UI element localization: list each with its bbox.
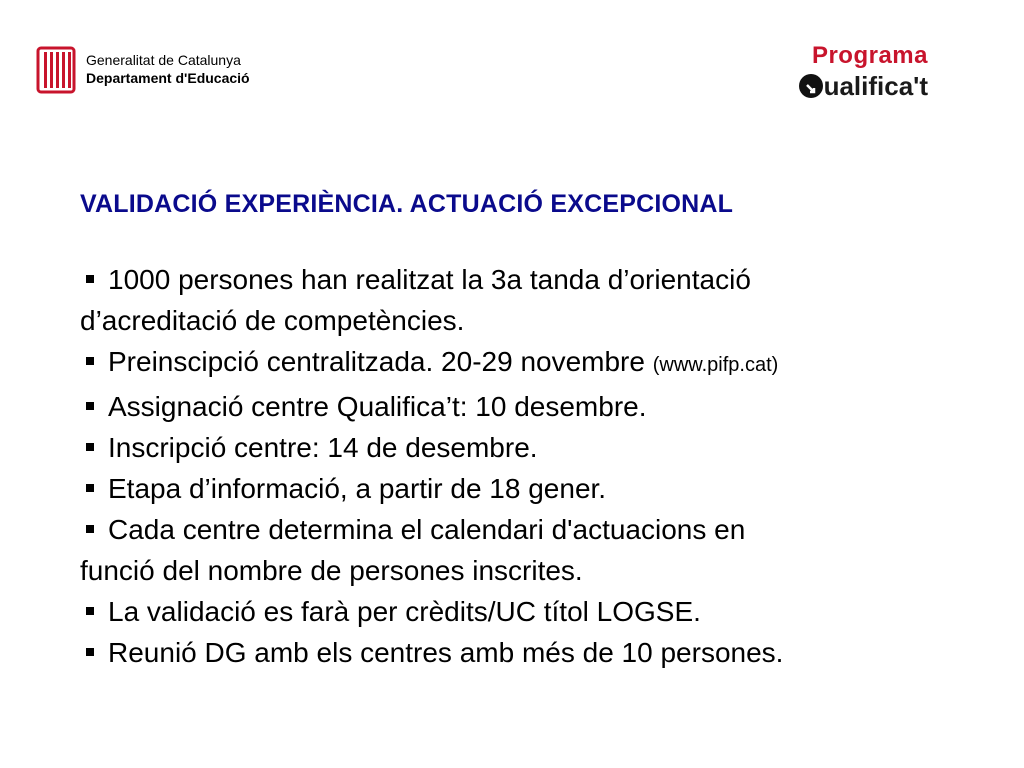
list-item: Assignació centre Qualifica’t: 10 desembre.	[80, 386, 980, 427]
list-item: Inscripció centre: 14 de desembre.	[80, 427, 980, 468]
square-bullet-icon	[86, 275, 94, 283]
slide-content	[80, 190, 980, 673]
catalonia-emblem-icon	[36, 44, 76, 94]
list-item: Etapa d’informació, a partir de 18 gener.	[80, 468, 980, 509]
qualificat-logo	[798, 42, 928, 100]
q-mark-icon	[798, 73, 824, 99]
square-bullet-icon	[86, 648, 94, 656]
list-item-continuation: d’acreditació de competències.	[80, 305, 465, 336]
list-item: Preinscipció centralitzada. 20-29 novembre (www.pifp.cat)	[80, 341, 980, 386]
program-name: ualifica't	[823, 71, 928, 101]
list-item: 1000 persones han realitzat la 3a tanda d’orientació	[80, 259, 980, 300]
square-bullet-icon	[86, 607, 94, 615]
bullet-list	[80, 259, 980, 673]
square-bullet-icon	[86, 484, 94, 492]
square-bullet-icon	[86, 357, 94, 365]
department-name: Departament d'Educació	[86, 70, 250, 86]
org-name: Generalitat de Catalunya	[86, 52, 241, 68]
url-note: (www.pifp.cat)	[652, 354, 779, 376]
slide-title: VALIDACIÓ EXPERIÈNCIA. ACTUACIÓ EXCEPCIONAL	[80, 190, 734, 218]
square-bullet-icon	[86, 443, 94, 451]
list-item-continuation: funció del nombre de persones inscrites.	[80, 555, 583, 586]
list-item: La validació es farà per crèdits/UC títol LOGSE.	[80, 591, 980, 632]
program-label: Programa	[811, 42, 928, 69]
square-bullet-icon	[86, 525, 94, 533]
list-item: Reunió DG amb els centres amb més de 10 persones.	[80, 632, 980, 673]
generalitat-logo	[36, 44, 250, 94]
square-bullet-icon	[86, 402, 94, 410]
list-item: Cada centre determina el calendari d'actuacions en	[80, 509, 980, 550]
